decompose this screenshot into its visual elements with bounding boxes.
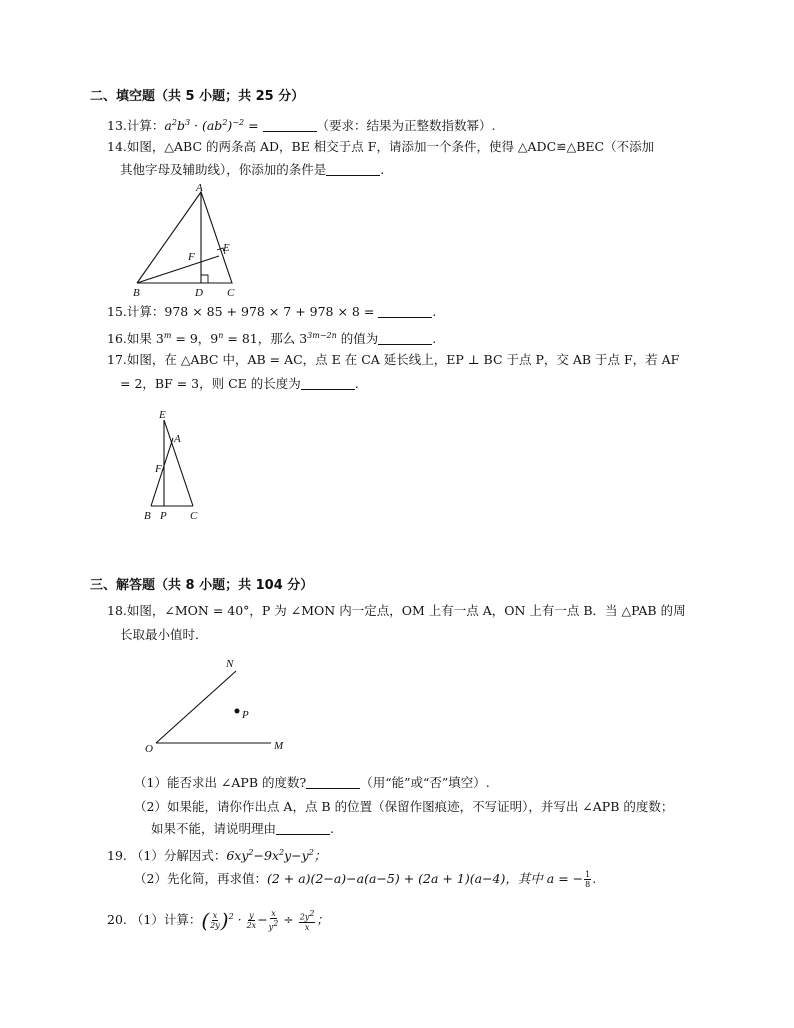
punctuation: .: [432, 331, 437, 347]
question-text: = 9，9: [171, 331, 219, 347]
label-B: B: [133, 287, 140, 299]
exponent: n: [218, 331, 224, 340]
label-F: F: [155, 463, 162, 475]
answer-blank[interactable]: [326, 163, 380, 176]
label-C: C: [227, 287, 235, 299]
question-text: 计算：978 × 85 + 978 × 7 + 978 × 8 =: [126, 304, 375, 319]
question-18-sub1: [134, 774, 490, 792]
punctuation: .: [380, 162, 385, 177]
question-text: （1）计算：: [130, 912, 202, 928]
numerator: 1: [585, 870, 591, 879]
exponent: 3m−2n: [307, 331, 337, 340]
question-18-sub2-line2: [151, 820, 334, 838]
math-expression: $6xy^2-9x^2y-y^2$；: [226, 848, 327, 864]
math-expression: $a^2b^3 \cdot (ab^2)^{-2}$ =: [164, 118, 259, 134]
question-number: 17.: [107, 352, 127, 367]
label-F: F: [188, 251, 195, 263]
question-18: [107, 602, 686, 620]
label-O: O: [145, 743, 153, 755]
question-14: [107, 138, 654, 156]
question-15: [107, 303, 436, 321]
question-text: 如果 3: [126, 331, 164, 347]
figure-triangle-abc-altitudes: [125, 182, 245, 300]
question-number: 20.: [107, 912, 127, 928]
question-14-line2: [120, 161, 384, 179]
label-E: E: [223, 242, 230, 254]
label-N: N: [226, 658, 234, 670]
question-text: = 2，BF = 3，则 CE 的长度为: [120, 376, 301, 391]
question-18-line2: 长取最小值时．: [120, 627, 208, 642]
answer-blank[interactable]: [378, 305, 432, 318]
question-number: 14.: [107, 139, 127, 154]
answer-blank[interactable]: [378, 332, 432, 345]
question-19-sub2: （2）先化简，再求值：(2 + a)(2−a)−a(a−5) + (2a + 1)(a−4)，其中 a = − $\frac{1}{8}$ .: [134, 870, 597, 889]
figure-angle-mon: [140, 652, 300, 757]
question-16: [107, 327, 436, 348]
question-text: 如图，∠MON = 40°，P 为 ∠MON 内一定点，OM 上有一点 A，ON 上有一点 B．当 △PAB 的周: [126, 603, 686, 618]
question-17: [107, 351, 679, 369]
label-D: D: [195, 287, 203, 299]
label-A: A: [196, 182, 203, 194]
question-20: [107, 904, 329, 934]
question-text: （1）分解因式：: [130, 848, 227, 864]
label-P: P: [242, 709, 249, 721]
answer-blank[interactable]: [301, 377, 355, 390]
answer-blank[interactable]: [276, 822, 330, 835]
label-P: P: [160, 510, 167, 522]
math-expression: ( $\frac{x}{2y}$ )$^2$ · $\frac{y}{2x}$ − $\frac{x}{y^2}$ ÷ $\frac{2y^2}{x}$ ；: [201, 908, 329, 933]
question-17-line2: [120, 375, 359, 393]
label-A: A: [174, 433, 181, 445]
label-B: B: [144, 510, 151, 522]
punctuation: .: [354, 376, 359, 391]
question-text: 如图，在 △ABC 中，AB = AC，点 E 在 CA 延长线上，EP ⊥ BC 于点 P，交 AB 于点 F，若 AF: [126, 352, 680, 367]
math-expression: (2 + a)(2−a)−a(a−5) + (2a + 1)(a−4)，其中 a = −: [266, 871, 584, 886]
question-text: 如图，△ABC 的两条高 AD，BE 相交于点 F，请添加一个条件，使得 △ADC≌△BEC（不添加: [126, 139, 655, 154]
question-number: 13.: [107, 118, 127, 134]
question-19: [107, 844, 326, 865]
exponent: m: [163, 331, 172, 340]
label-C: C: [190, 510, 198, 522]
fraction: [584, 870, 591, 889]
question-text: （要求：结果为正整数指数幂）.: [316, 118, 496, 134]
question-number: 19.: [107, 848, 127, 864]
question-text: 计算：: [126, 118, 165, 134]
denominator: 8: [585, 880, 591, 889]
question-text: 的值为: [336, 331, 379, 347]
punctuation: .: [432, 304, 437, 319]
section-title-fill-in: 二、填空题（共 5 小题；共 25 分）: [90, 89, 305, 104]
question-number: 15.: [107, 304, 127, 319]
question-number: 16.: [107, 331, 127, 347]
answer-blank[interactable]: [306, 776, 360, 789]
question-text: （2）先化简，再求值：: [134, 871, 267, 886]
answer-blank[interactable]: [263, 119, 317, 132]
question-text: = 81，那么 3: [223, 331, 308, 347]
question-13: [107, 114, 496, 135]
figure-isosceles-triangle: [138, 406, 208, 526]
question-text: （1）能否求出 ∠APB 的度数?: [134, 775, 307, 790]
punctuation: .: [330, 821, 334, 836]
section-title-solve: 三、解答题（共 8 小题；共 104 分）: [90, 578, 314, 593]
question-text: 如果不能，请说明理由: [151, 821, 277, 836]
question-text: 其他字母及辅助线），你添加的条件是: [120, 162, 327, 177]
question-number: 18.: [107, 603, 127, 618]
question-text: （用“能”或“否”填空）.: [360, 775, 490, 790]
question-18-sub2: （2）如果能，请你作出点 A，点 B 的位置（保留作图痕迹，不写证明），并写出 ∠APB 的度数；: [134, 799, 674, 814]
label-E: E: [159, 409, 166, 421]
label-M: M: [274, 740, 284, 752]
